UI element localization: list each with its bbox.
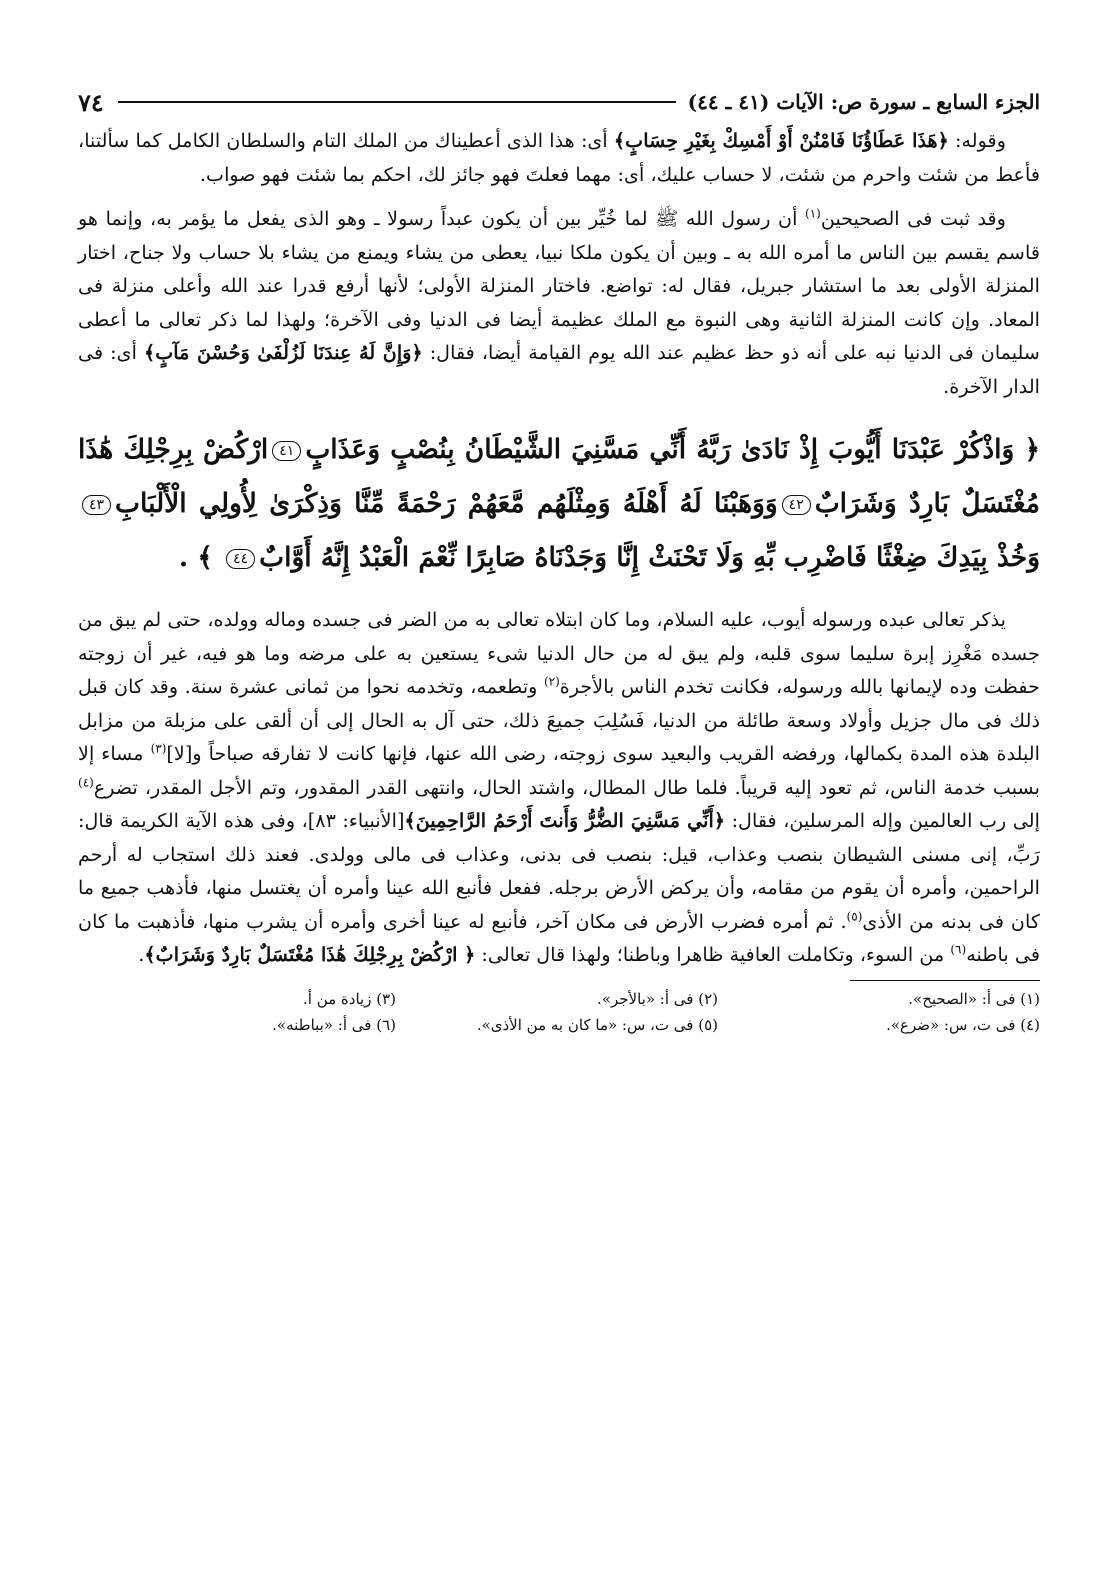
- p3-h: .: [138, 943, 145, 966]
- p2-c: أى: فى الدار الآخرة.: [78, 341, 1040, 398]
- p2-quran-quote: ﴿وَإِنَّ لَهُ عِندَنَا لَزُلْفَىٰ وَحُسْنَ مَآبٍ﴾: [143, 341, 423, 364]
- footnote-ref-6: (٦): [950, 942, 967, 957]
- page-number: ٧٤: [78, 87, 104, 117]
- p2-a: وقد ثبت فى الصحيحين: [820, 207, 1006, 230]
- verse-44: وَخُذْ بِيَدِكَ ضِغْثًا فَاضْرِب بِّهِ وَلَا تَحْنَثْ إِنَّا وَجَدْنَاهُ صَابِرًا نِّعْمَ الْعَبْدُ إِنَّهُ أَوَّابٌ: [259, 542, 1040, 573]
- paragraph-2: [78, 202, 1040, 403]
- paragraph-gap: [78, 191, 1040, 202]
- footnote-3: (٣) زيادة من أ.: [303, 989, 396, 1008]
- paragraph-3: [78, 603, 1040, 972]
- ayah-marker-43: ٤٣: [82, 495, 111, 515]
- p3-f: . ثم أمره فضرب الأرض فى مكان آخر، فأنبع له عينا أخرى وأمره أن يشرب منها، فأذهبت ما كان فى باطنه: [78, 909, 1040, 966]
- verse-close-bracket: ﴾ .: [178, 542, 223, 573]
- verse-41: وَاذْكُرْ عَبْدَنَا أَيُّوبَ إِذْ نَادَىٰ رَبَّهُ أَنِّي مَسَّنِيَ الشَّيْطَانُ بِنُصْبٍ وَعَذَابٍ: [305, 434, 1015, 465]
- verse-open-bracket: ﴿: [1014, 434, 1040, 465]
- p3-d: إلى رب العالمين وإله المرسلين، فقال:: [725, 809, 1040, 832]
- footnote-5: (٥) فى ت، س: «ما كان به من الأذى».: [476, 1015, 718, 1034]
- paragraph-1: [78, 124, 1040, 191]
- header-rule: [118, 101, 676, 103]
- page: [78, 80, 1040, 1037]
- footnote-rule: [850, 980, 1040, 981]
- p1-quran-quote: ﴿هَذَا عَطَاؤُنَا فَامْنُنْ أَوْ أَمْسِكْ بِغَيْرِ حِسَابٍ﴾: [613, 129, 949, 152]
- p3-a: يذكر تعالى عبده ورسوله أيوب، عليه السلام، وما كان ابتلاه تعالى به من الضر فى جسده وماله وولده، حتى لم يبق من جسده مَغْرِز إبرة سليما سوى قلبه، ولم يبق له من حال الدنيا شىء يستعين به على مرضه وما هو فيه، غير أن زوجته حفظت وده لإيمانها بالله ورسوله، فكانت تخدم الناس بالأجرة: [78, 608, 1040, 698]
- footnote-ref-1: (١): [805, 206, 821, 221]
- page-header: [78, 80, 1040, 124]
- footnotes: [78, 987, 1040, 1037]
- p1-rest: أى: هذا الذى أعطيناك من الملك التام والسلطان الكامل كما سألتنا، فأعط من شئت واحرم من شئت، لا حساب عليك، أى: مهما فعلتَ فهو جائز لك، احكم بما شئت فهو صواب.: [78, 129, 1040, 186]
- p1-lead: وقوله:: [948, 129, 1006, 152]
- footnote-2: (٢) فى أ: «بالأجر».: [597, 989, 718, 1008]
- p3-b: وتطعمه، وتخدمه نحوا من ثمانى عشرة سنة. وقد كان قبل ذلك فى مال جزيل وأولاد وسعة طائلة من الدنيا، فَسُلِبَ جميعَ ذلك، حتى آل به الحال إلى أن ألقى على مزبلة من مزابل البلدة هذه المدة بكمالها، ورفضه القريب والبعيد سوى زوجته، رضى الله عنها، فإنها كانت لا تفارقه صباحاً و[لا]: [78, 675, 1040, 765]
- footnote-ref-5: (٥): [846, 909, 863, 924]
- ayah-marker-41: ٤١: [272, 441, 301, 461]
- running-head: الجزء السابع ـ سورة ص: الآيات (٤١ ـ ٤٤): [687, 90, 1040, 114]
- p3-e: [الأنبياء: ٨٣]، وفى هذه الآية الكريمة قال: رَبِّ، إنى مسنى الشيطان بنصب وعذاب، قيل: بنصب فى بدنى، وعذاب فى مالى وولدى. فعند ذلك استجاب له أرحم الراحمين، وأمره أن يقوم من مقامه، وأن يركض الأرض برجله. ففعل فأنبع الله عينا وأمره أن يغتسل منها، فأذهب جميع ما كان فى بدنه من الأذى: [78, 809, 1040, 933]
- footnote-ref-4: (٤): [78, 775, 94, 790]
- footnote-ref-3: (٣): [150, 741, 167, 756]
- p3-quran-quote-1: ﴿أَنِّي مَسَّنِيَ الضُّرُّ وَأَنتَ أَرْحَمُ الرَّاحِمِينَ﴾: [404, 809, 726, 832]
- footnote-1: (١) فى أ: «الصحيح».: [908, 989, 1040, 1008]
- p3-quran-quote-2: ﴿ ارْكُضْ بِرِجْلِكَ هَٰذَا مُغْتَسَلٌ بَارِدٌ وَشَرَابٌ﴾: [144, 943, 476, 966]
- verse-42: ارْكُضْ بِرِجْلِكَ هَٰذَا مُغْتَسَلٌ بَارِدٌ وَشَرَابٌ: [78, 434, 1040, 519]
- p2-b: أن رسول الله ﷺ لما خُيِّر بين أن يكون عبداً رسولا ـ وهو الذى يفعل ما يؤمر به، وإنما هو قاسم يقسم بين الناس ما أمره الله به ـ وبين أن يكون ملكا نبيا، يعطى من يشاء ويمنع من يشاء بلا حساب ولا جناح، اختار المنزلة الأولى بعد ما استشار جبريل، فقال له: تواضع. فاختار المنزلة الأولى؛ لأنها أرفع قدرا عند الله وأعلى منزلة فى المعاد. وإن كانت المنزلة الثانية وهى النبوة مع الملك عظيمة أيضا فى الدنيا وفى الآخرة؛ ولهذا لما ذكر تعالى ما أعطى سليمان فى الدنيا نبه على أنه ذو حظ عظيم عند الله يوم القيامة أيضا، فقال:: [78, 207, 1040, 364]
- ayah-marker-44: ٤٤: [226, 549, 255, 569]
- ayah-marker-42: ٤٢: [782, 495, 811, 515]
- verse-43: وَوَهَبْنَا لَهُ أَهْلَهُ وَمِثْلَهُم مَّعَهُمْ رَحْمَةً مِّنَّا وَذِكْرَىٰ لِأُولِي الْأَلْبَابِ: [115, 488, 778, 519]
- footnote-4: (٤) فى ت، س: «ضرع».: [886, 1015, 1040, 1034]
- p3-g: من السوء، وتكاملت العافية ظاهرا وباطنا؛ ولهذا قال تعالى:: [475, 943, 951, 966]
- footnote-ref-2: (٢): [543, 674, 560, 689]
- footnote-6: (٦) فى أ: «بباطنه».: [272, 1015, 396, 1034]
- quran-verses-block: [78, 423, 1040, 585]
- p3-c: مساء إلا بسبب خدمة الناس، ثم تعود إليه قريباً. فلما طال المطال، واشتد الحال، وانتهى القدر المقدور، وتم الأجل المقدر، تضرع: [78, 742, 1040, 799]
